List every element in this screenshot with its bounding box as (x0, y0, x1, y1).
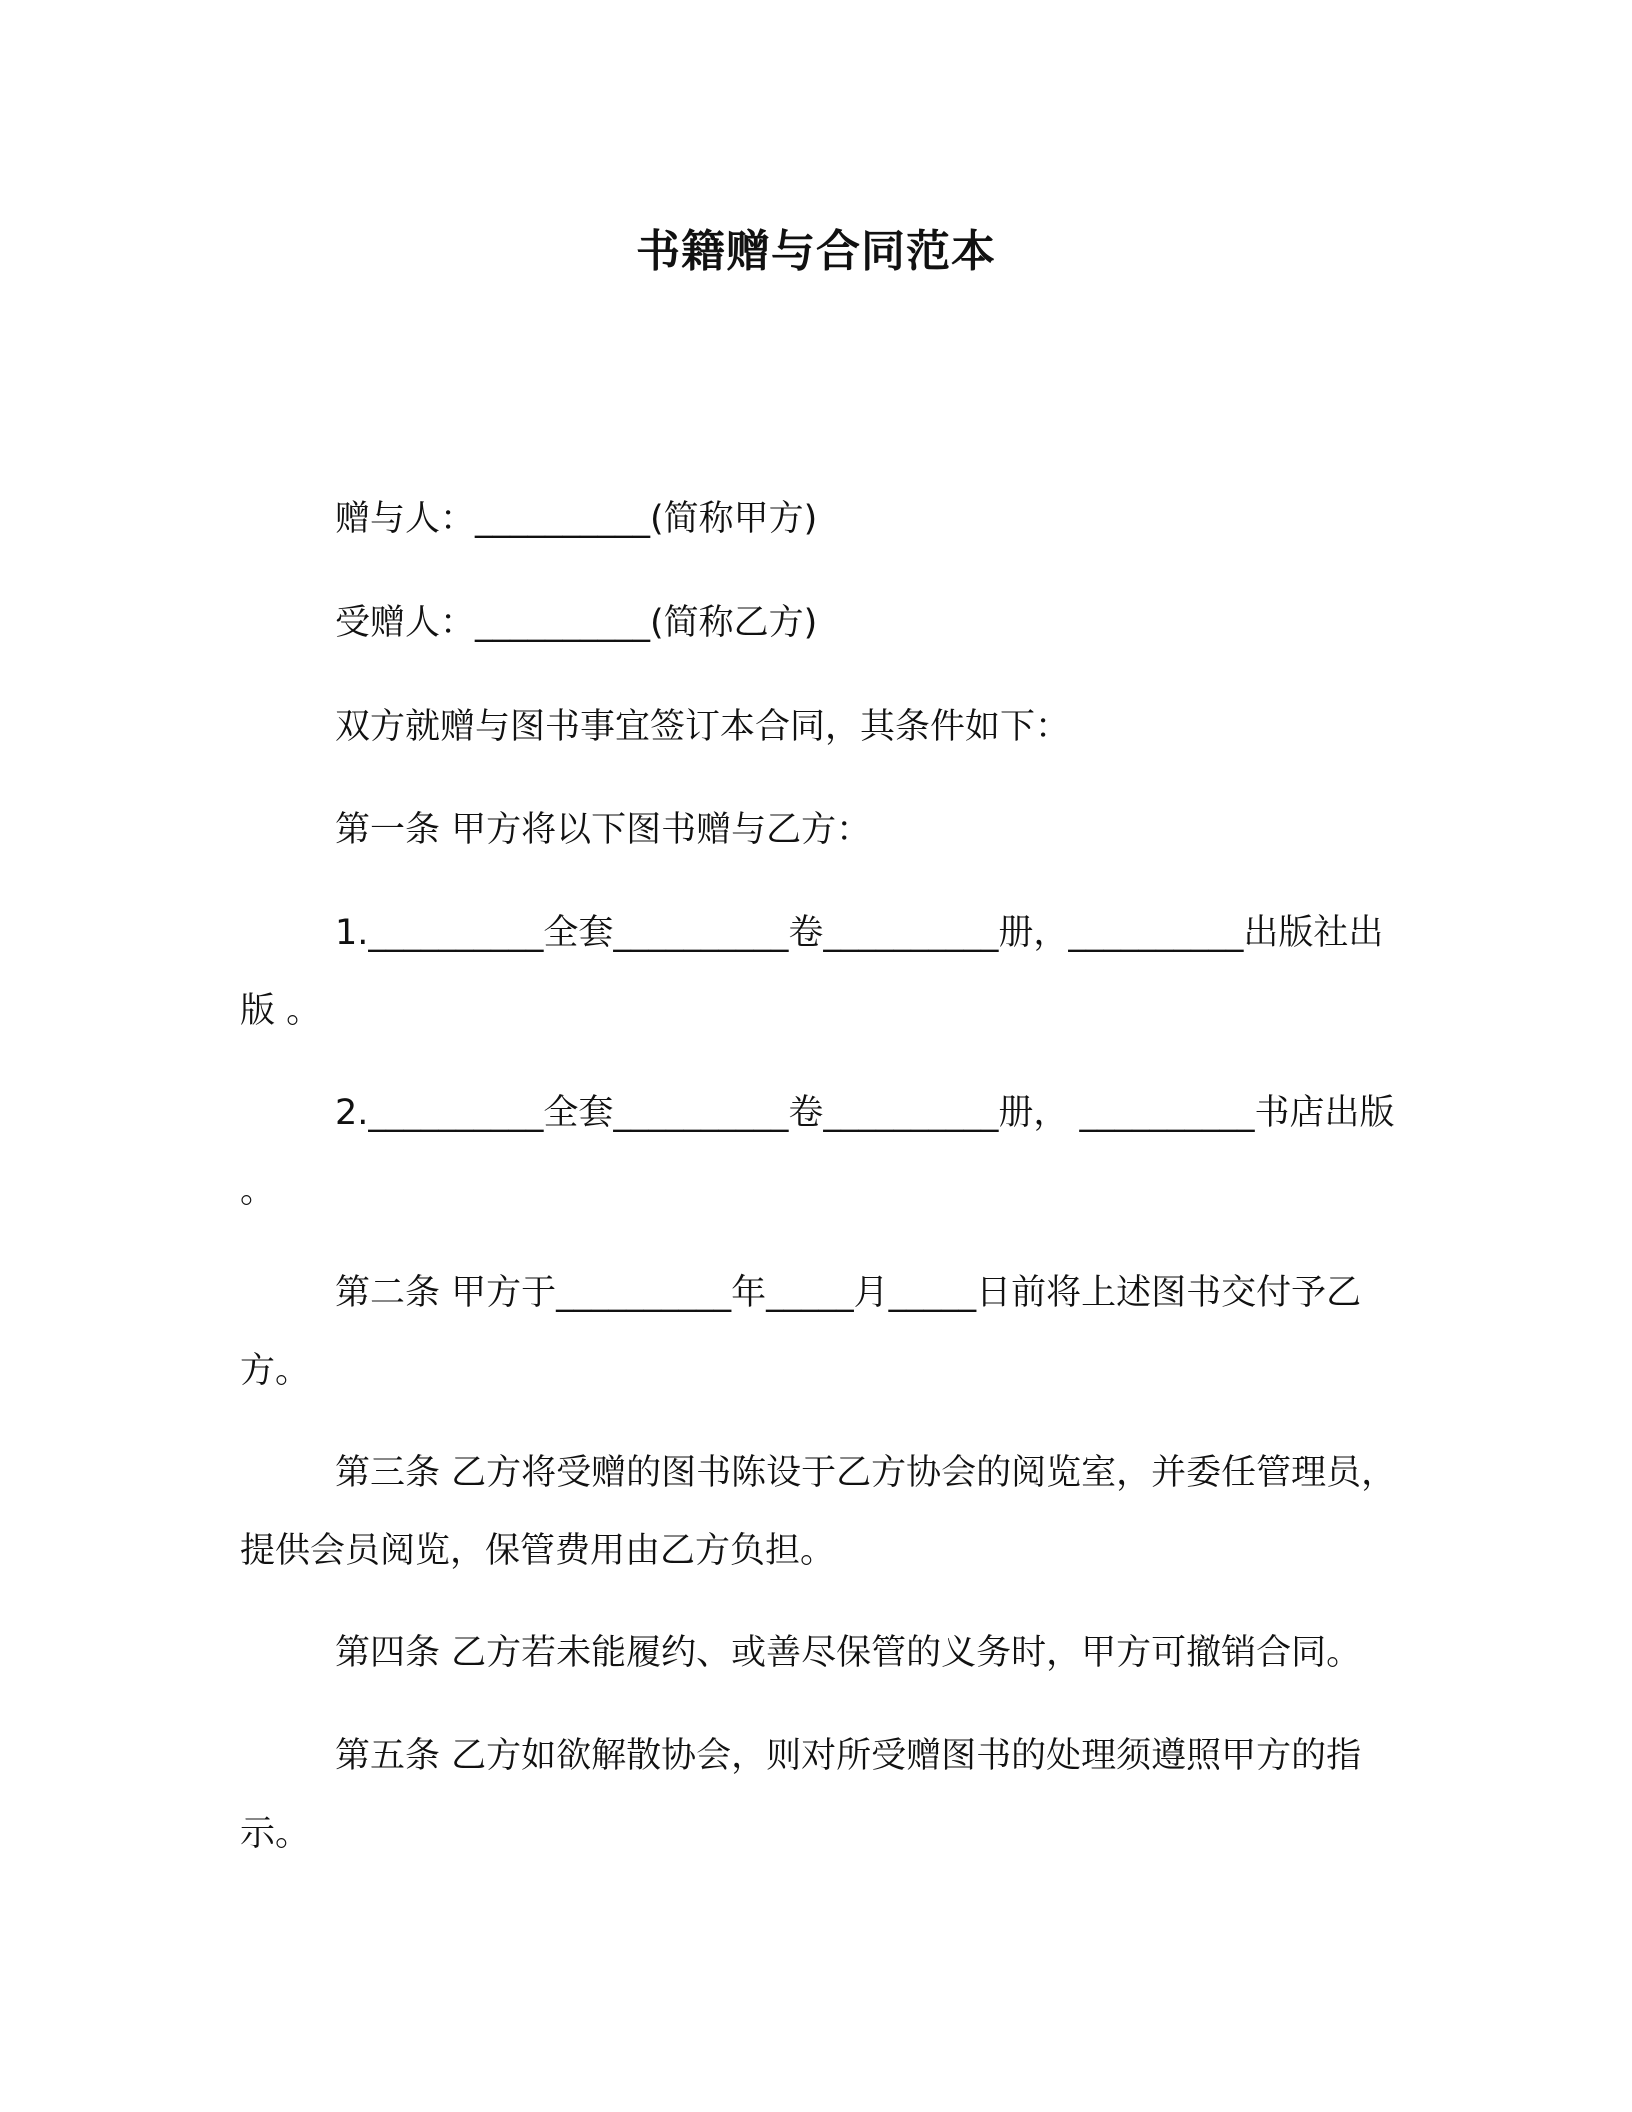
donor-line: 赠与人：__________(简称甲方) (335, 499, 818, 539)
article-4: 第四条 乙方若未能履约、或善尽保管的义务时，甲方可撤销合同。 (335, 1633, 1362, 1673)
article-5: 第五条 乙方如欲解散协会，则对所受赠图书的处理须遵照甲方的指示。 (240, 1736, 1362, 1854)
article-1: 第一条 甲方将以下图书赠与乙方： (335, 810, 872, 850)
agreement-intro: 双方就赠与图书事宜签订本合同，其条件如下： (335, 707, 1071, 747)
recipient-line: 受赠人：__________(简称乙方) (335, 603, 818, 643)
document-title: 书籍赠与合同范本 (636, 226, 996, 277)
book-item-1: 1.__________全套__________卷__________册，__________出版社出版 。 (240, 913, 1384, 1031)
article-3: 第三条 乙方将受赠的图书陈设于乙方协会的阅览室，并委任管理员，提供会员阅览，保管费用由乙方负担。 (240, 1453, 1397, 1571)
article-2: 第二条 甲方于__________年_____月_____日前将上述图书交付予乙方。 (240, 1273, 1362, 1391)
book-item-2: 2.__________全套__________卷__________册， __________书店出版 。 (240, 1093, 1395, 1211)
